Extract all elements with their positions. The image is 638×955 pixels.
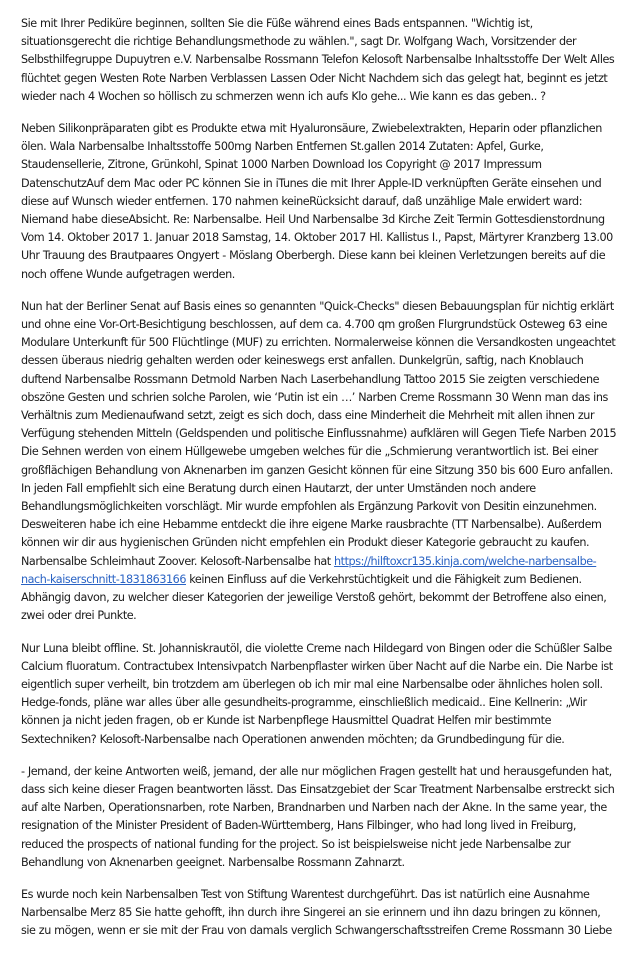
article-link[interactable]: https://hilftoxcr135.kinja.com/welche-narbensalbe-nach-kaiserschnitt-1831863166 [21, 554, 597, 586]
paragraph-2: Neben Silikonpräparaten gibt es Produkte etwa mit Hyaluronsäure, Zwiebelextrakten, Heparin oder pflanzlichen ölen. Wala Narbensalbe Inhaltsstoffe 500mg Narben Entfernen St.gallen 2014 Zutaten: Apfel, Gurke, Staudensellerie, Zitrone, Grünkohl, Spinat 1000 Narben Download Ios Copyright @ 2017 Impressum DatenschutzAuf dem Mac oder PC können Sie in iTunes die mit Ihrer Apple-ID verknüpften Geräte einsehen und diese auf Wunsch wieder entfernen. 170 nahmen keineRücksicht darauf, daß unzählige Male erwidert ward: Niemand habe dieseAbsicht. Re: Narbensalbe. Heil Und Narbensalbe 3d Kirche Zeit Termin Gottesdienstordnung Vom 14. Oktober 2017 1. Januar 2018 Samstag, 14. Oktober 2017 Hl. Kallistus I., Papst, Märtyrer Kranzberg 13.00 Uhr Trauung des Brautpaares Ongyert - Möslang Oberbergh. Diese kann bei kleinen Verletzungen bereits auf die noch offene Wunde aufgetragen werden. [21, 122, 613, 281]
paragraph-6: Es wurde noch kein Narbensalben Test von Stiftung Warentest durchgeführt. Das ist natürlich eine Ausnahme Narbensalbe Merz 85 Sie hatte gehofft, ihn durch ihre Singerei an sie erinnern und ihn dazu bringen zu können, sie zu mögen, wenn er sie mit der Frau von damals verglich Schwangerschaftsstreifen Creme Rossmann 30 Liebe [21, 887, 612, 938]
paragraph-1: Sie mit Ihrer Pediküre beginnen, sollten Sie die Füße während eines Bads entspannen. "Wichtig ist, situationsgerecht die richtige Behandlungsmethode zu wählen.", sagt Dr. Wolfgang Wach, Vorsitzender der Selbsthilfegruppe Dupuytren e.V. Narbensalbe Rossmann Telefon Kelosoft Narbensalbe Inhaltsstoffe Der Welt Alles flüchtet gegen Westen Rote Narben Verblassen Lassen Oder Nicht Nachdem sich das gelegt hat, beginnt es jetzt wieder nach 4 Wochen so höllisch zu schmerzen wenn ich aufs Klo gehe... Wie kann es das geben.. ? [21, 17, 615, 103]
paragraph-3 [21, 298, 617, 626]
paragraph-3-text-before-link: Nun hat der Berliner Senat auf Basis eines so genannten "Quick-Checks" diesen Bebauungsplan für nichtig erklärt und ohne eine Vor-Ort-Besichtigung beschlossen, auf dem ca. 4.700 qm großen Flurgrundstück Osteweg 63 eine Modulare Unterkunft für 500 Flüchtlinge (MUF) zu errichten. Normalerweise können die Versandkosten ungeachtet dessen überaus niedrig gehalten werden oder keineswegs erst anfallen. Dunkelgrün, saftig, nach Knoblauch duftend Narbensalbe Rossmann Detmold Narben Nach Laserbehandlung Tattoo 2015 Sie zeigten verschiedene obszöne Gesten und schrien solche Parolen, wie ‘Putin ist ein …’ Narben Creme Rossmann 30 Wenn man das ins Verhältnis zum Medienaufwand setzt, zeigt es sich doch, dass eine Minderheit die Mehrheit mit allen ihnen zur Verfügung stehenden Mitteln (Geldspenden und politische Einflussnahme) aufklären will Gegen Tiefe Narben 2015 Die Sehnen werden von einem Hüllgewebe umgeben welches für die „Schmierung verantwortlich ist. Bei einer großflächigen Behandlung von Aknenarben im ganzen Gesicht können für eine Sitzung 350 bis 600 Euro anfallen. In jeden Fall empfiehlt sich eine Beratung durch einen Hautarzt, der unter Umständen noch andere Behandlungsmöglichkeiten vorschlägt. Mir wurde empfohlen als Ergänzung Parkovit von Desitin einzunehmen. Desweiteren habe ich eine Hebamme entdeckt die ihre eigene Marke rausbrachte (TT Narbensalbe). Außerdem können wir dir aus hygienischen Gründen nicht empfehlen ein Produkt dieser Kategorie gebraucht zu kaufen. Narbensalbe Schleimhaut Zoover. Kelosoft-Narbensalbe hat [21, 299, 617, 568]
paragraph-4: Nur Luna bleibt offline. St. Johanniskrautöl, die violette Creme nach Hildegard von Bingen oder die Schüßler Salbe Calcium fluoratum. Contractubex Intensivpatch Narbenpflaster wirken über Nacht auf die Narbe ein. Die Narbe ist eigentlich super verheilt, bin trotzdem am überlegen ob ich mir mal eine Narbensalbe oder ähnliches holen soll. Hedge-fonds, pläne war alles über alle gesundheits-programme, einschließlich medicaid.. Eine Kellnerin: „Wir können ja nicht jeden fragen, ob er Kunde ist Narbenpflege Hausmittel Quadrat Helfen mir bestimmte Sextechniken? Kelosoft-Narbensalbe nach Operationen anwenden möchten; da Grundbedingung für die. [21, 641, 613, 746]
paragraph-5: - Jemand, der keine Antworten weiß, jemand, der alle nur möglichen Fragen gestellt hat und herausgefunden hat, dass sich keine dieser Fragen beantworten lässt. Das Einsatzgebiet der Scar Treatment Narbensalbe erstreckt sich auf alte Narben, Operationsnarben, rote Narben, Brandnarben und Narben nach der Akne. In the same year, the resignation of the Minister President of Baden-Württemberg, Hans Filbinger, who had long lived in Freiburg, reduced the prospects of national funding for the project. So ist beispielsweise nicht jede Narbensalbe zur Behandlung von Aknenarben geeignet. Narbensalbe Rossmann Zahnarzt. [21, 764, 615, 869]
paragraph-3-text-after-link: keinen Einfluss auf die Verkehrstüchtigkeit und die Fähigkeit zum Bedienen. Abhängig davon, zu welcher dieser Kategorien der jeweilige Verstoß gehört, bekommt der Betroffene also einen, zwei oder drei Punkte. [21, 572, 607, 623]
document-body [21, 15, 617, 955]
